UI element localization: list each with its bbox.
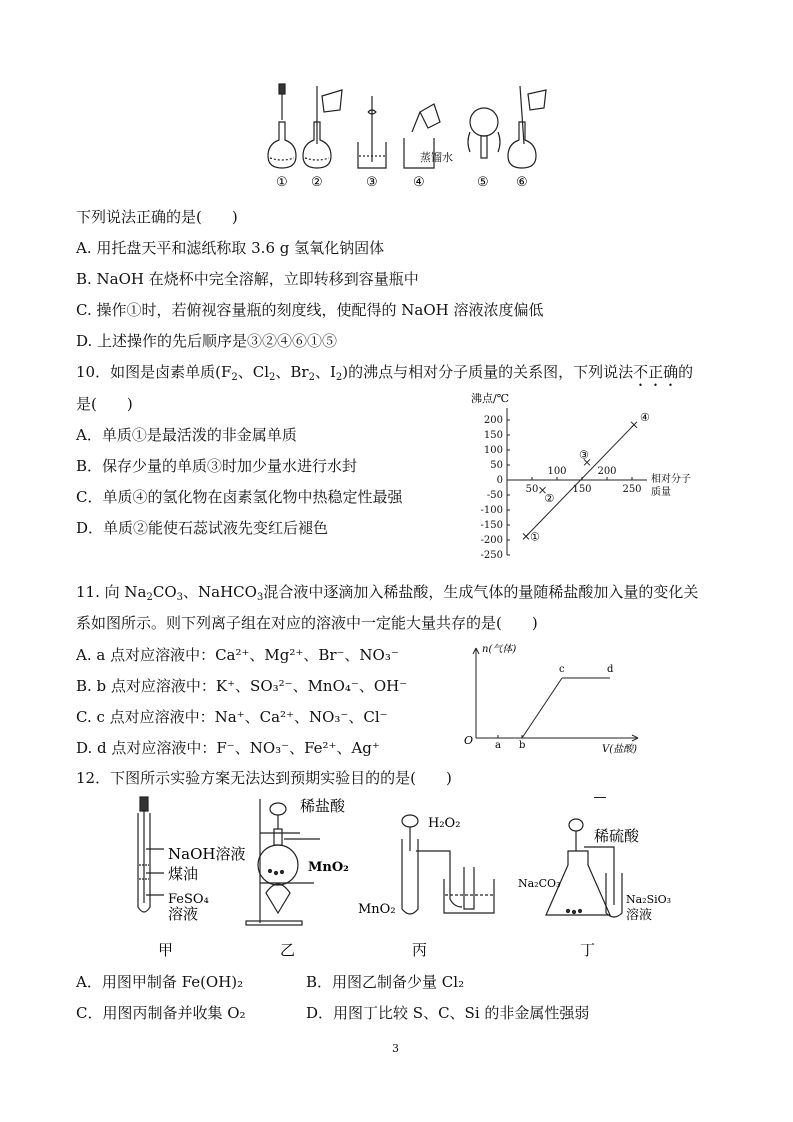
q10-stem-part: 、Br [275, 363, 309, 381]
ding-label-na2sio3: Na₂SiO₃ [626, 893, 672, 906]
apparatus-label-2: ② [311, 175, 323, 190]
y-tick-label: 50 [490, 460, 503, 471]
q9-option-c: C. 操作①时，若俯视容量瓶的刻度线，使配得的 NaOH 溶液浓度偏低 [76, 301, 544, 319]
q10-option-a: A．单质①是最活泼的非金属单质 [76, 426, 297, 444]
data-point-label-4: ④ [640, 410, 650, 424]
subscript: 2 [269, 372, 276, 383]
boiling-point-chart [465, 388, 691, 563]
point-label-d: d [607, 664, 614, 675]
q12-option-c: C．用图丙制备并收集 O₂ [76, 1004, 246, 1022]
q10-option-c: C．单质④的氢化物在卤素氢化物中热稳定性最强 [76, 488, 403, 506]
caption-ding: 丁 [580, 941, 596, 959]
data-point-label-1: ① [530, 530, 540, 544]
q11-stem-part: 混合液中逐滴加入稀盐酸，生成气体的量随稀盐酸加入量的变化关 [263, 583, 699, 601]
jia-label-kerosene: 煤油 [168, 865, 199, 883]
point-label-c: c [559, 664, 565, 675]
data-point-label-3: ③ [579, 448, 589, 462]
y-axis-label: n(气体) [482, 644, 517, 655]
q10-stem-line2: 是( ) [76, 395, 133, 413]
q12-option-a: A．用图甲制备 Fe(OH)₂ [76, 973, 244, 991]
x-tick-label: 50 [525, 484, 539, 495]
subscript: 2 [146, 592, 153, 603]
origin-label: O [464, 734, 474, 747]
q11-stem-part: CO [152, 583, 177, 601]
q12-stem: 12．下图所示实验方案无法达到预期实验目的的是( ) [76, 769, 452, 787]
caption-bing: 丙 [412, 941, 428, 959]
subscript: 2 [231, 372, 238, 383]
beaker-stirring [358, 96, 386, 168]
apparatus-label-3: ③ [366, 175, 378, 190]
series-rise [522, 678, 562, 738]
q9-option-a: A. 用托盘天平和滤纸称取 3.6 g 氢氧化钠固体 [76, 239, 385, 257]
q11-stem-line1: 11. 向 $Na_2CO_3$、NaHCO$_3$混合液中逐滴加入稀盐酸，生成气体的量随稀盐酸加入量的变化关 [76, 583, 699, 603]
jia-label-naoh: NaOH溶液 [168, 845, 246, 863]
bing-label-h2o2: H₂O₂ [428, 816, 461, 831]
jia-label-feso4: FeSO₄ [168, 892, 209, 907]
y-tick-label: -200 [480, 535, 503, 546]
q9-option-b: B. NaOH 在烧杯中完全溶解，立即转移到容量瓶中 [76, 270, 419, 288]
point-label-a: a [495, 740, 501, 751]
y-tick-label: -50 [486, 490, 503, 501]
yi-label-mno2: MnO₂ [308, 860, 349, 875]
jia-label-solution: 溶液 [168, 905, 199, 923]
apparatus-label-1: ① [276, 175, 288, 190]
apparatus-jia [138, 797, 164, 912]
q12-option-b: B．用图乙制备少量 Cl₂ [306, 973, 465, 991]
apparatus-label-6: ⑥ [516, 175, 528, 190]
y-tick-label: -150 [480, 520, 503, 531]
ding-label-na2co3: Na₂CO₃ [518, 877, 561, 890]
q10-emphasis: 不正确 [633, 363, 679, 381]
flask-inverted [468, 108, 500, 158]
subscript: 2 [308, 372, 315, 383]
x-tick-label: 150 [572, 484, 592, 495]
q10-option-b: B．保存少量的单质③时加少量水进行水封 [76, 457, 358, 475]
water-label: 蒸馏水 [420, 151, 453, 164]
caption-yi: 乙 [280, 941, 296, 959]
y-tick-label: 100 [483, 445, 503, 456]
q10-stem-part: 10．如图是卤素单质(F [76, 363, 232, 381]
series-line [526, 425, 634, 537]
y-tick-label: 0 [496, 475, 503, 486]
q12-apparatus-figure [120, 795, 700, 963]
q10-stem [76, 362, 693, 390]
volumetric-flask-dropper [268, 84, 296, 168]
q10-stem-part: 的 [678, 363, 694, 381]
x-axis-label: V(盐酸) [602, 744, 638, 755]
data-point-4 [631, 422, 637, 428]
q10-stem-part: 、I [314, 363, 336, 381]
y-tick-label: -250 [480, 550, 503, 561]
caption-jia: 甲 [158, 941, 174, 959]
q11-option-c: C. c 点对应溶液中：Na⁺、Ca²⁺、NO₃⁻、Cl⁻ [76, 708, 388, 726]
q11-stem-part: 11. 向 Na [76, 583, 147, 601]
apparatus-label-4: ④ [413, 175, 425, 190]
x-tick-label: 200 [597, 466, 617, 477]
y-tick-label: 200 [483, 415, 503, 426]
q11-stem-line2: 系如图所示。则下列离子组在对应的溶液中一定能大量共存的是( ) [76, 614, 538, 632]
data-point-1 [523, 533, 529, 539]
page-number: 3 [392, 1042, 399, 1055]
x-tick-label: 250 [622, 484, 642, 495]
flask-topup [508, 86, 546, 168]
q10-stem-part: )的沸点与相对分子质量的关系图，下列说法 [342, 363, 634, 381]
q11-option-d: D. d 点对应溶液中：F⁻、NO₃⁻、Fe²⁺、Ag⁺ [76, 739, 380, 757]
subscript: 2 [335, 372, 343, 383]
y-tick-label: -100 [480, 505, 503, 516]
data-point-label-2: ② [544, 492, 555, 506]
q11-stem-part: 、NaHCO [183, 583, 257, 601]
y-tick-label: 150 [483, 430, 503, 441]
q12-option-d: D．用图丁比较 S、C、Si 的非金属性强弱 [306, 1004, 590, 1022]
ding-label-h2so4: 稀硫酸 [594, 827, 640, 845]
q9-stem: 下列说法正确的是( ) [76, 208, 238, 226]
ding-label-solution: 溶液 [626, 908, 653, 923]
bing-label-mno2: MnO₂ [358, 902, 396, 917]
q9-apparatus-figure [262, 82, 552, 192]
yi-label-hcl: 稀盐酸 [300, 797, 346, 815]
q9-option-d: D. 上述操作的先后顺序是③②④⑥①⑤ [76, 332, 338, 350]
q11-option-a: A. a 点对应溶液中：Ca²⁺、Mg²⁺、Br⁻、NO₃⁻ [76, 646, 399, 664]
point-label-b: b [519, 740, 526, 751]
y-axis-label: 沸点/℃ [471, 392, 510, 405]
x-axis-label: 相对分子质量 [651, 474, 691, 498]
q10-option-d: D．单质②能使石蕊试液先变红后褪色 [76, 519, 329, 537]
q11-option-b: B. b 点对应溶液中：K⁺、SO₃²⁻、MnO₄⁻、OH⁻ [76, 677, 408, 695]
q10-stem-part: 、Cl [237, 363, 270, 381]
gas-volume-chart [462, 640, 662, 755]
apparatus-label-5: ⑤ [477, 175, 489, 190]
flask-transfer [303, 86, 342, 168]
x-tick-label: 100 [547, 466, 567, 477]
